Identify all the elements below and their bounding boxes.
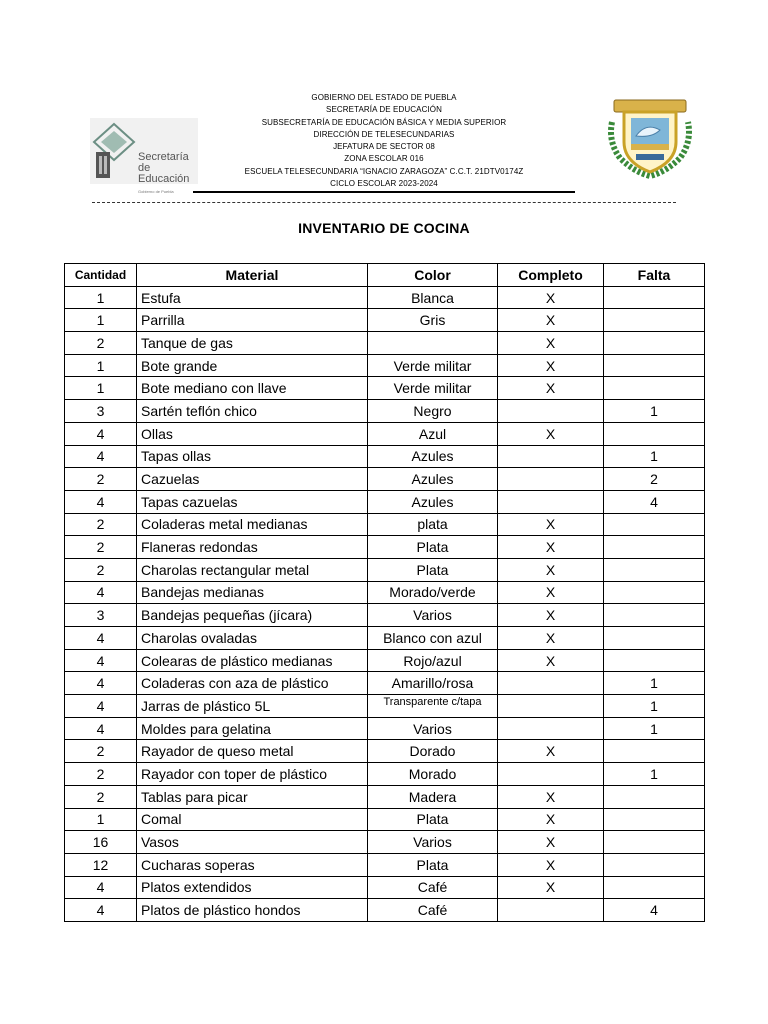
- cell-cantidad: 16: [65, 831, 137, 854]
- cell-color: Plata: [368, 853, 498, 876]
- cell-material: Bote grande: [137, 354, 368, 377]
- cell-completo: X: [498, 785, 604, 808]
- cell-color: Varios: [368, 831, 498, 854]
- cell-completo: X: [498, 649, 604, 672]
- cell-completo: X: [498, 740, 604, 763]
- cell-color: Varios: [368, 604, 498, 627]
- cell-cantidad: 3: [65, 400, 137, 423]
- cell-falta: 4: [604, 899, 705, 922]
- cell-color: [368, 332, 498, 355]
- cell-falta: 1: [604, 400, 705, 423]
- table-row: [65, 763, 705, 786]
- column-header-material: Material: [137, 264, 368, 287]
- cell-falta: 1: [604, 672, 705, 695]
- cell-cantidad: 4: [65, 581, 137, 604]
- table-row: [65, 649, 705, 672]
- table-row: [65, 445, 705, 468]
- cell-color: Café: [368, 899, 498, 922]
- table-body: [65, 286, 705, 921]
- table-row: [65, 468, 705, 491]
- cell-material: Tapas cazuelas: [137, 490, 368, 513]
- cell-cantidad: 2: [65, 513, 137, 536]
- school-crest-icon: [606, 92, 694, 182]
- table-row: [65, 899, 705, 922]
- cell-color: Azules: [368, 490, 498, 513]
- cell-cantidad: 2: [65, 536, 137, 559]
- cell-material: Estufa: [137, 286, 368, 309]
- cell-completo: X: [498, 604, 604, 627]
- cell-completo: X: [498, 286, 604, 309]
- cell-completo: [498, 445, 604, 468]
- table-row: [65, 422, 705, 445]
- cell-cantidad: 4: [65, 695, 137, 718]
- table-row: [65, 876, 705, 899]
- cell-completo: [498, 763, 604, 786]
- cell-falta: [604, 377, 705, 400]
- cell-falta: [604, 853, 705, 876]
- cell-completo: X: [498, 354, 604, 377]
- cell-falta: 2: [604, 468, 705, 491]
- cell-completo: [498, 899, 604, 922]
- cell-cantidad: 2: [65, 785, 137, 808]
- table-row: [65, 332, 705, 355]
- header-line: SECRETARÍA DE EDUCACIÓN: [326, 105, 442, 115]
- cell-material: Jarras de plástico 5L: [137, 695, 368, 718]
- logo-small-text: Gobierno de Puebla: [138, 189, 174, 194]
- cell-color: Morado/verde: [368, 581, 498, 604]
- cell-color: Rojo/azul: [368, 649, 498, 672]
- cell-cantidad: 4: [65, 649, 137, 672]
- cell-color: Plata: [368, 536, 498, 559]
- cell-completo: X: [498, 831, 604, 854]
- cell-falta: 1: [604, 695, 705, 718]
- cell-completo: [498, 490, 604, 513]
- cell-falta: [604, 649, 705, 672]
- cell-completo: [498, 468, 604, 491]
- cell-falta: [604, 558, 705, 581]
- cell-cantidad: 12: [65, 853, 137, 876]
- inventory-table: [64, 263, 705, 922]
- cell-falta: [604, 808, 705, 831]
- header-text-block: [190, 92, 578, 190]
- cell-falta: 1: [604, 717, 705, 740]
- cell-material: Moldes para gelatina: [137, 717, 368, 740]
- cell-falta: [604, 627, 705, 650]
- cell-color: Verde militar: [368, 354, 498, 377]
- cell-material: Bandejas medianas: [137, 581, 368, 604]
- cell-falta: [604, 286, 705, 309]
- cell-color: Plata: [368, 558, 498, 581]
- cell-material: Parrilla: [137, 309, 368, 332]
- cell-color: Azules: [368, 468, 498, 491]
- cell-cantidad: 1: [65, 354, 137, 377]
- cell-completo: X: [498, 627, 604, 650]
- cell-falta: 4: [604, 490, 705, 513]
- table-row: [65, 536, 705, 559]
- cell-cantidad: 1: [65, 309, 137, 332]
- cell-completo: X: [498, 513, 604, 536]
- cell-color: Azules: [368, 445, 498, 468]
- header-line: ESCUELA TELESECUNDARIA “IGNACIO ZARAGOZA” C.C.T. 21DTV0174Z: [244, 166, 524, 176]
- cell-falta: [604, 581, 705, 604]
- cell-cantidad: 1: [65, 377, 137, 400]
- cell-completo: [498, 672, 604, 695]
- cell-color: Negro: [368, 400, 498, 423]
- dashed-divider: [92, 202, 676, 203]
- header-line: SUBSECRETARÍA DE EDUCACIÓN BÁSICA Y MEDIA SUPERIOR: [261, 117, 507, 127]
- cell-completo: X: [498, 808, 604, 831]
- cell-material: Cazuelas: [137, 468, 368, 491]
- cell-material: Coladeras con aza de plástico: [137, 672, 368, 695]
- table-row: [65, 309, 705, 332]
- cell-material: Rayador de queso metal: [137, 740, 368, 763]
- table-row: [65, 377, 705, 400]
- cell-material: Tapas ollas: [137, 445, 368, 468]
- cell-cantidad: 3: [65, 604, 137, 627]
- cell-color: Transparente c/tapa: [368, 695, 498, 718]
- table-row: [65, 740, 705, 763]
- table-row: [65, 785, 705, 808]
- cell-color: Dorado: [368, 740, 498, 763]
- table-row: [65, 286, 705, 309]
- cell-color: Azul: [368, 422, 498, 445]
- cell-falta: [604, 876, 705, 899]
- logo-text-line: de Educación: [138, 162, 190, 185]
- table-row: [65, 581, 705, 604]
- cell-material: Flaneras redondas: [137, 536, 368, 559]
- table-row: [65, 672, 705, 695]
- cell-color: Amarillo/rosa: [368, 672, 498, 695]
- cell-cantidad: 2: [65, 558, 137, 581]
- header-line: ZONA ESCOLAR 016: [344, 154, 424, 164]
- cell-material: Vasos: [137, 831, 368, 854]
- cell-material: Comal: [137, 808, 368, 831]
- column-header-cantidad: Cantidad: [65, 264, 137, 287]
- cell-color: Verde militar: [368, 377, 498, 400]
- cell-completo: [498, 717, 604, 740]
- header-line: JEFATURA DE SECTOR 08: [333, 142, 435, 152]
- table-row: [65, 558, 705, 581]
- cell-cantidad: 4: [65, 627, 137, 650]
- cell-cantidad: 2: [65, 740, 137, 763]
- cell-material: Sartén teflón chico: [137, 400, 368, 423]
- cell-falta: [604, 513, 705, 536]
- cell-color: Plata: [368, 808, 498, 831]
- cell-completo: X: [498, 853, 604, 876]
- cell-completo: X: [498, 332, 604, 355]
- table-row: [65, 717, 705, 740]
- table-row: [65, 853, 705, 876]
- header-line: DIRECCIÓN DE TELESECUNDARIAS: [313, 129, 455, 139]
- cell-cantidad: 2: [65, 332, 137, 355]
- cell-material: Charolas rectangular metal: [137, 558, 368, 581]
- cell-material: Rayador con toper de plástico: [137, 763, 368, 786]
- table-row: [65, 695, 705, 718]
- cell-completo: X: [498, 422, 604, 445]
- cell-falta: [604, 536, 705, 559]
- cell-falta: [604, 332, 705, 355]
- header-divider: [193, 191, 575, 193]
- cell-material: Bote mediano con llave: [137, 377, 368, 400]
- column-header-color: Color: [368, 264, 498, 287]
- cell-cantidad: 1: [65, 286, 137, 309]
- cell-completo: [498, 695, 604, 718]
- cell-cantidad: 4: [65, 899, 137, 922]
- cell-cantidad: 4: [65, 422, 137, 445]
- cell-color: Blanco con azul: [368, 627, 498, 650]
- header-line: GOBIERNO DEL ESTADO DE PUEBLA: [311, 93, 457, 102]
- logo-text-line: Secretaría: [138, 151, 189, 163]
- cell-material: Tanque de gas: [137, 332, 368, 355]
- table-row: [65, 490, 705, 513]
- cell-falta: [604, 354, 705, 377]
- cell-material: Tablas para picar: [137, 785, 368, 808]
- cell-material: Bandejas pequeñas (jícara): [137, 604, 368, 627]
- cell-color: Morado: [368, 763, 498, 786]
- cell-cantidad: 2: [65, 763, 137, 786]
- table-row: [65, 627, 705, 650]
- cell-material: Ollas: [137, 422, 368, 445]
- column-header-completo: Completo: [498, 264, 604, 287]
- cell-falta: [604, 831, 705, 854]
- cell-color: Café: [368, 876, 498, 899]
- column-header-falta: Falta: [604, 264, 705, 287]
- cell-material: Charolas ovaladas: [137, 627, 368, 650]
- cell-falta: [604, 422, 705, 445]
- cell-completo: X: [498, 876, 604, 899]
- table-row: [65, 400, 705, 423]
- cell-material: Coladeras metal medianas: [137, 513, 368, 536]
- school-crest-logo: [606, 92, 694, 182]
- cell-cantidad: 4: [65, 717, 137, 740]
- table-header-row: [65, 264, 705, 287]
- cell-color: plata: [368, 513, 498, 536]
- cell-completo: X: [498, 581, 604, 604]
- cell-falta: [604, 604, 705, 627]
- cell-falta: [604, 309, 705, 332]
- cell-material: Platos de plástico hondos: [137, 899, 368, 922]
- cell-cantidad: 1: [65, 808, 137, 831]
- cell-color: Varios: [368, 717, 498, 740]
- cell-color: Madera: [368, 785, 498, 808]
- table-row: [65, 354, 705, 377]
- cell-cantidad: 4: [65, 490, 137, 513]
- cell-color: Blanca: [368, 286, 498, 309]
- cell-cantidad: 4: [65, 876, 137, 899]
- header-line: CICLO ESCOLAR 2023-2024: [330, 179, 438, 189]
- cell-completo: X: [498, 536, 604, 559]
- cell-falta: [604, 740, 705, 763]
- table-row: [65, 831, 705, 854]
- table-row: [65, 513, 705, 536]
- cell-material: Cucharas soperas: [137, 853, 368, 876]
- cell-completo: [498, 400, 604, 423]
- table-row: [65, 604, 705, 627]
- secretaria-educacion-logo: [90, 118, 198, 194]
- cell-cantidad: 4: [65, 672, 137, 695]
- cell-color: Gris: [368, 309, 498, 332]
- cell-falta: 1: [604, 763, 705, 786]
- cell-completo: X: [498, 377, 604, 400]
- cell-falta: 1: [604, 445, 705, 468]
- cell-cantidad: 2: [65, 468, 137, 491]
- cell-falta: [604, 785, 705, 808]
- cell-cantidad: 4: [65, 445, 137, 468]
- table-row: [65, 808, 705, 831]
- cell-completo: X: [498, 309, 604, 332]
- cell-material: Platos extendidos: [137, 876, 368, 899]
- page-title: INVENTARIO DE COCINA: [298, 220, 470, 236]
- cell-completo: X: [498, 558, 604, 581]
- secretaria-logo-text: [138, 152, 198, 197]
- cell-material: Colearas de plástico medianas: [137, 649, 368, 672]
